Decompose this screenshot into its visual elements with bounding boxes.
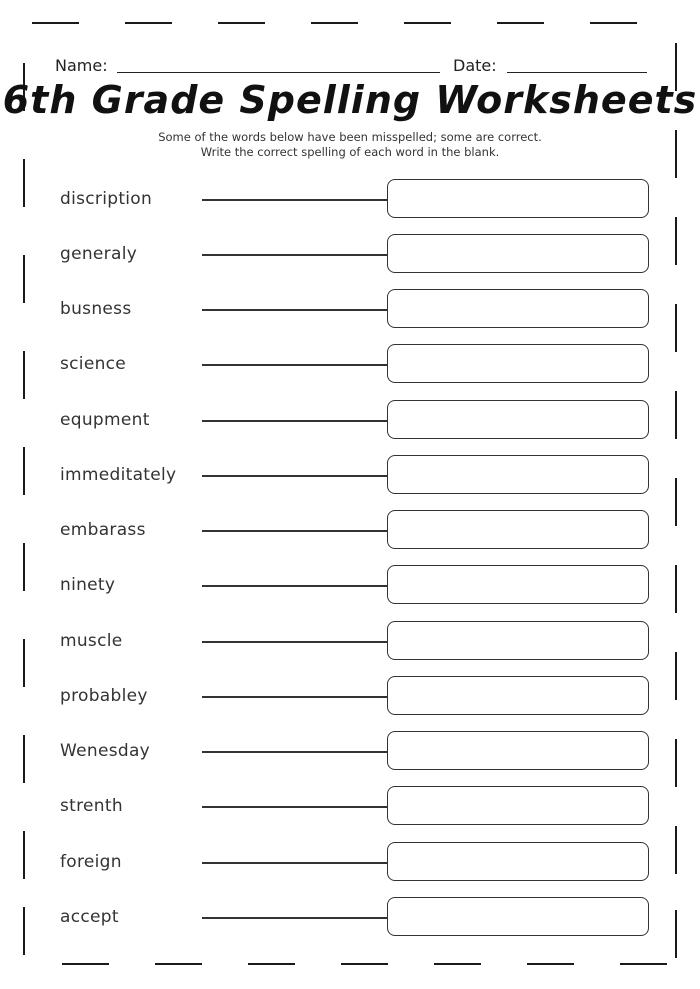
- answer-box[interactable]: [387, 510, 649, 549]
- spelling-word: muscle: [60, 631, 123, 651]
- instructions: [0, 130, 700, 160]
- connector-line: [202, 751, 388, 753]
- word-row: [0, 289, 700, 331]
- border-dash: [620, 963, 667, 965]
- connector-line: [202, 806, 388, 808]
- spelling-word: immeditately: [60, 465, 177, 485]
- spelling-word: embarass: [60, 520, 146, 540]
- word-row: [0, 400, 700, 442]
- connector-line: [202, 641, 388, 643]
- answer-box[interactable]: [387, 897, 649, 936]
- connector-line: [202, 530, 388, 532]
- word-row: [0, 842, 700, 884]
- border-dash: [404, 22, 451, 24]
- word-row: [0, 786, 700, 828]
- word-row: [0, 731, 700, 773]
- word-row: [0, 455, 700, 497]
- word-row: [0, 510, 700, 552]
- answer-box[interactable]: [387, 289, 649, 328]
- instructions-line-2: Write the correct spelling of each word in the blank.: [200, 145, 500, 159]
- answer-box[interactable]: [387, 565, 649, 604]
- instructions-line-1: Some of the words below have been misspelled; some are correct.: [158, 130, 542, 144]
- answer-box[interactable]: [387, 179, 649, 218]
- connector-line: [202, 862, 388, 864]
- connector-line: [202, 199, 388, 201]
- border-dash: [32, 22, 79, 24]
- answer-box[interactable]: [387, 786, 649, 825]
- word-row: [0, 179, 700, 221]
- border-dash: [590, 22, 637, 24]
- border-dash: [218, 22, 265, 24]
- border-dash: [497, 22, 544, 24]
- spelling-word: foreign: [60, 852, 122, 872]
- date-label: Date:: [453, 56, 497, 75]
- spelling-word: ninety: [60, 575, 116, 595]
- spelling-word: busness: [60, 299, 132, 319]
- connector-line: [202, 475, 388, 477]
- spelling-word: equpment: [60, 410, 150, 430]
- answer-box[interactable]: [387, 731, 649, 770]
- spelling-word: probabley: [60, 686, 148, 706]
- answer-box[interactable]: [387, 455, 649, 494]
- answer-box[interactable]: [387, 344, 649, 383]
- spelling-word: strenth: [60, 796, 123, 816]
- word-row: [0, 344, 700, 386]
- border-dash: [62, 963, 109, 965]
- date-field[interactable]: [507, 72, 647, 73]
- border-dash: [434, 963, 481, 965]
- border-dash: [311, 22, 358, 24]
- connector-line: [202, 254, 388, 256]
- word-row: [0, 897, 700, 939]
- spelling-word: science: [60, 354, 127, 374]
- name-date-row: [55, 56, 647, 78]
- word-row: [0, 621, 700, 663]
- border-dash: [341, 963, 388, 965]
- connector-line: [202, 420, 388, 422]
- border-dash: [155, 963, 202, 965]
- spelling-word: generaly: [60, 244, 138, 264]
- spelling-word: discription: [60, 189, 153, 209]
- page-title: 6th Grade Spelling Worksheets: [2, 78, 698, 122]
- answer-box[interactable]: [387, 621, 649, 660]
- answer-box[interactable]: [387, 400, 649, 439]
- name-label: Name:: [55, 56, 108, 75]
- word-row: [0, 676, 700, 718]
- connector-line: [202, 364, 388, 366]
- answer-box[interactable]: [387, 234, 649, 273]
- word-row: [0, 565, 700, 607]
- connector-line: [202, 585, 388, 587]
- connector-line: [202, 309, 388, 311]
- connector-line: [202, 917, 388, 919]
- answer-box[interactable]: [387, 676, 649, 715]
- name-field[interactable]: [117, 72, 440, 73]
- border-dash: [248, 963, 295, 965]
- answer-box[interactable]: [387, 842, 649, 881]
- border-dash: [527, 963, 574, 965]
- spelling-word: Wenesday: [60, 741, 151, 761]
- connector-line: [202, 696, 388, 698]
- word-row: [0, 234, 700, 276]
- border-dash: [125, 22, 172, 24]
- spelling-word: accept: [60, 907, 119, 927]
